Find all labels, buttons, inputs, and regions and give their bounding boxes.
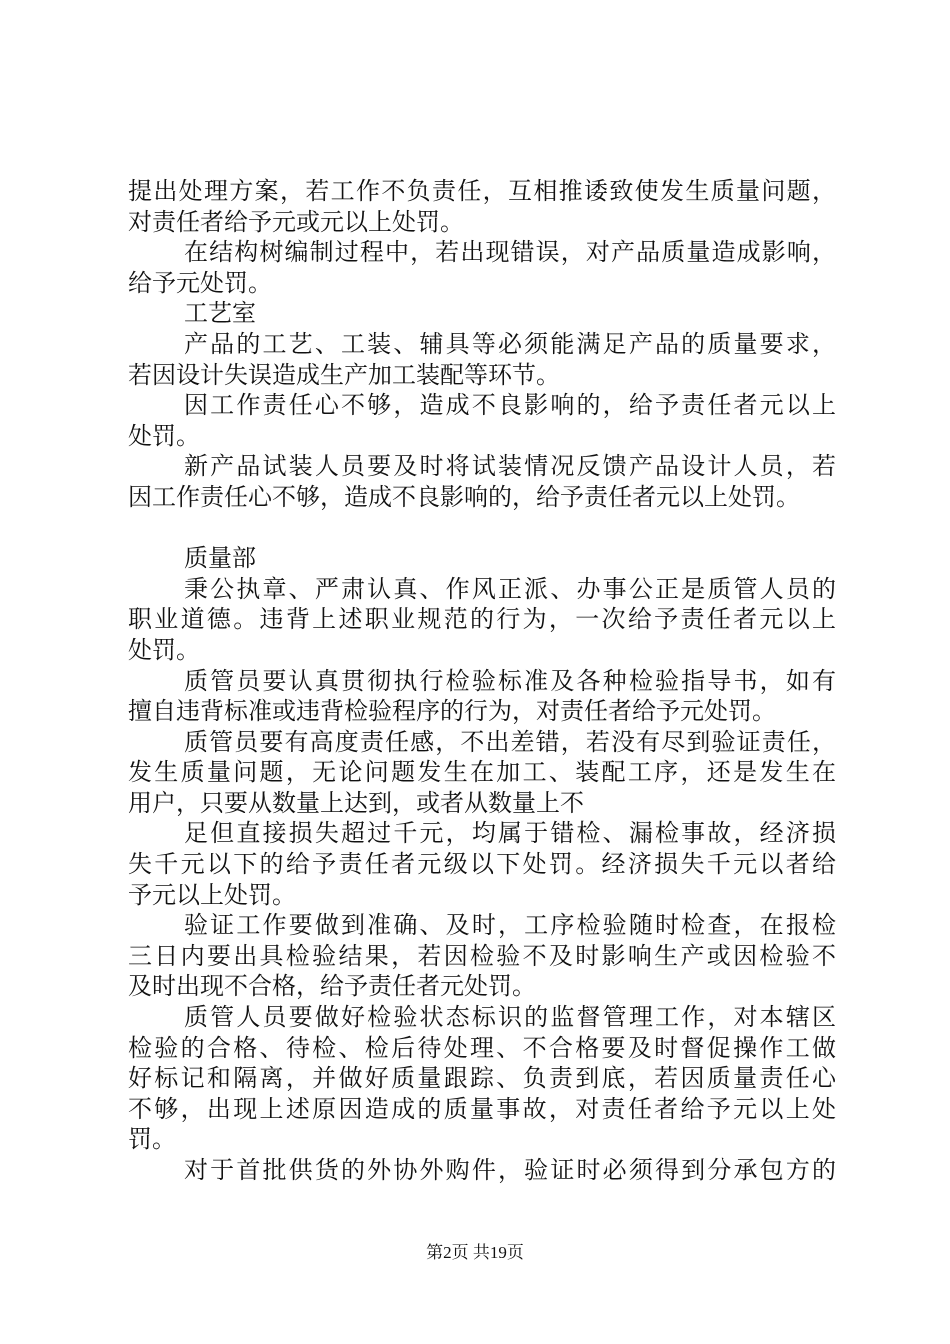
section-heading: 质量部 — [184, 544, 256, 573]
section-heading: 工艺室 — [184, 299, 256, 328]
text-line: 不够，出现上述原因造成的质量事故，对责任者给予元以上处 — [128, 1094, 836, 1123]
text-line: 及时出现不合格，给予责任者元处罚。 — [128, 972, 536, 1001]
text-line: 发生质量问题，无论问题发生在加工、装配工序，还是发生在 — [128, 758, 836, 787]
text-line: 若因设计失误造成生产加工装配等环节。 — [128, 360, 560, 389]
text-line: 因工作责任心不够，造成不良影响的，给予责任者元以上 — [184, 391, 836, 420]
text-line: 给予元处罚。 — [128, 268, 272, 297]
text-line: 验证工作要做到准确、及时，工序检验随时检查，在报检 — [184, 911, 836, 940]
text-line: 好标记和隔离，并做好质量跟踪、负责到底，若因质量责任心 — [128, 1064, 836, 1093]
text-line: 产品的工艺、工装、辅具等必须能满足产品的质量要求， — [184, 329, 836, 358]
text-line: 予元以上处罚。 — [128, 880, 296, 909]
text-line: 质管员要有高度责任感，不出差错，若没有尽到验证责任， — [184, 727, 836, 756]
page-number: 第2页 共19页 — [426, 1243, 524, 1262]
text-line: 处罚。 — [128, 635, 200, 664]
text-line: 用户，只要从数量上达到，或者从数量上不 — [128, 788, 584, 817]
text-line: 处罚。 — [128, 421, 200, 450]
text-line: 质管人员要做好检验状态标识的监督管理工作，对本辖区 — [184, 1003, 836, 1032]
text-line: 在结构树编制过程中，若出现错误，对产品质量造成影响， — [184, 238, 836, 267]
page-footer — [0, 1242, 950, 1264]
text-line: 罚。 — [128, 1125, 176, 1154]
document-body — [128, 176, 836, 1186]
text-line: 因工作责任心不够，造成不良影响的，给予责任者元以上处罚。 — [128, 482, 800, 511]
text-line: 新产品试装人员要及时将试装情况反馈产品设计人员，若 — [184, 452, 836, 481]
text-line: 擅自违背标准或违背检验程序的行为，对责任者给予元处罚。 — [128, 697, 776, 726]
text-line: 对责任者给予元或元以上处罚。 — [128, 207, 464, 236]
text-line: 三日内要出具检验结果，若因检验不及时影响生产或因检验不 — [128, 941, 836, 970]
blank-line — [128, 513, 836, 544]
text-line: 提出处理方案，若工作不负责任，互相推诿致使发生质量问题， — [128, 177, 836, 205]
text-line: 检验的合格、待检、检后待处理、不合格要及时督促操作工做 — [128, 1033, 836, 1062]
text-line: 足但直接损失超过千元，均属于错检、漏检事故，经济损 — [184, 819, 836, 848]
text-line: 秉公执章、严肃认真、作风正派、办事公正是质管人员的 — [184, 574, 836, 603]
text-line: 失千元以下的给予责任者元级以下处罚。经济损失千元以者给 — [128, 850, 836, 879]
text-line: 对于首批供货的外协外购件，验证时必须得到分承包方的 — [184, 1156, 836, 1184]
text-line: 质管员要认真贯彻执行检验标准及各种检验指导书，如有 — [184, 666, 836, 695]
text-line: 职业道德。违背上述职业规范的行为，一次给予责任者元以上 — [128, 605, 836, 634]
